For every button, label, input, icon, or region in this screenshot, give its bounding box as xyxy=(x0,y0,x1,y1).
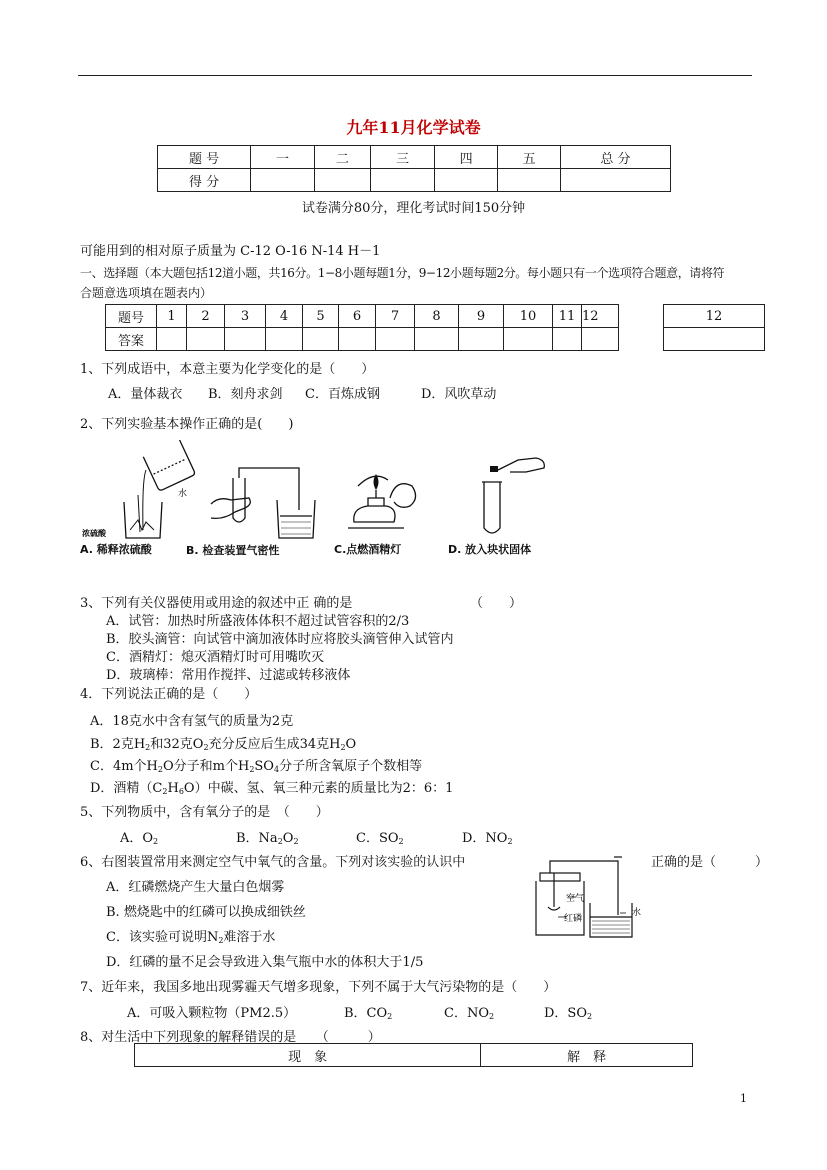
answer-cell[interactable] xyxy=(266,328,303,351)
q3-option-b: B．胶头滴管：向试管中滴加液体时应将胶头滴管伸入试管内 xyxy=(106,632,454,647)
question-number: 8 xyxy=(415,305,459,328)
q4-stem: 4．下列说法正确的是（ ） xyxy=(80,687,258,702)
q4-option-c: C．4m个$H_2O$分子和m个$H_2SO_4$分子所含氧原子个数相等 xyxy=(90,759,423,774)
q6-option-b: B. 燃烧匙中的红磷可以换成细铁丝 xyxy=(106,905,306,920)
q2-figure-label-c: C.点燃酒精灯 xyxy=(334,543,402,556)
question-number: 12 xyxy=(664,305,765,328)
q7-option-d: D．$SO_2$ xyxy=(544,1006,593,1021)
page-number: 1 xyxy=(740,1092,747,1105)
q5-option-d: D．$NO_2$ xyxy=(462,831,513,846)
q8-header-phenomenon: 现 象 xyxy=(135,1044,481,1067)
question-number: 12 xyxy=(582,305,619,328)
q5-stem: 5、下列物质中，含有氧分子的是 （ ） xyxy=(80,805,329,820)
answer-cell[interactable] xyxy=(459,328,504,351)
section1-intro-line1: 一、选择题（本大题包括12道小题，共16分。1−8小题每题1分，9−12小题每题2分。每小题只有一个选项符合题意，请将符 xyxy=(80,266,725,280)
q5-option-a: A．$O_2$ xyxy=(120,831,159,846)
score-cell[interactable] xyxy=(251,169,315,192)
question-number: 10 xyxy=(504,305,553,328)
q2-figure-b xyxy=(205,460,325,542)
q1-option-c: C．百炼成钢 xyxy=(305,387,380,402)
question-number: 4 xyxy=(266,305,303,328)
score-row-label: 得 分 xyxy=(158,169,251,192)
q6-option-c: C．该实验可说明$N_2$难溶于水 xyxy=(106,930,276,945)
score-cell[interactable] xyxy=(314,169,371,192)
q3-option-a: A．试管：加热时所盛液体体积不超过试管容积的2/3 xyxy=(106,614,410,629)
score-header: 四 xyxy=(434,146,498,169)
score-header: 题 号 xyxy=(158,146,251,169)
q4-option-d: D．酒精$(C_2H_6O)$中碳、氢、氧三种元素的质量比为2：6：1 xyxy=(90,781,454,796)
q4-option-b: B．2克$H_2$和32克$O_2$充分反应后生成34克$H_2O$ xyxy=(90,737,357,752)
figure-text: 红磷 xyxy=(564,914,583,924)
question-number: 5 xyxy=(303,305,339,328)
answer-cell[interactable] xyxy=(339,328,376,351)
answer-cell[interactable] xyxy=(225,328,266,351)
q3-stem: 3、下列有关仪器使用或用途的叙述中正 确的是 xyxy=(80,596,353,611)
figure-text: 水 xyxy=(178,489,188,499)
q2-stem: 2、下列实验基本操作正确的是( ) xyxy=(80,417,294,432)
score-cell[interactable] xyxy=(560,169,670,192)
answer-cell[interactable] xyxy=(415,328,459,351)
q5-option-c: C．$SO_2$ xyxy=(356,831,404,846)
answer-cell[interactable] xyxy=(157,328,187,351)
q7-option-a: A．可吸入颗粒物（PM2.5） xyxy=(127,1006,297,1021)
question-number: 6 xyxy=(339,305,376,328)
exam-note: 试卷满分80分，理化考试时间150分钟 xyxy=(301,201,526,216)
q3-option-c: C．酒精灯：熄灭酒精灯时可用嘴吹灭 xyxy=(106,650,324,665)
q6-option-d: D．红磷的量不足会导致进入集气瓶中水的体积大于1/5 xyxy=(106,955,424,970)
answer-cell[interactable] xyxy=(664,328,765,351)
answer-table-extra xyxy=(663,304,765,351)
page-title: 九年11月化学试卷 xyxy=(346,118,481,137)
q8-table xyxy=(134,1043,693,1067)
answer-cell[interactable] xyxy=(187,328,225,351)
score-table xyxy=(157,145,671,192)
score-cell[interactable] xyxy=(498,169,561,192)
q7-option-b: B．$CO_2$ xyxy=(344,1006,393,1021)
q1-option-d: D．风吹草动 xyxy=(421,387,497,402)
question-number: 1 xyxy=(157,305,187,328)
q6-stem-right: 正确的是（ ） xyxy=(651,855,769,870)
q1-option-a: A．量体裁衣 xyxy=(108,387,183,402)
score-header: 一 xyxy=(251,146,315,169)
answer-table xyxy=(105,304,619,351)
answer-cell[interactable] xyxy=(504,328,553,351)
question-number: 11 xyxy=(553,305,582,328)
q2-figure-d xyxy=(470,448,555,538)
q2-figure-label-a: A. 稀释浓硫酸 xyxy=(80,543,152,556)
figure-text: 空气 xyxy=(566,894,585,904)
q8-header-explanation: 解 释 xyxy=(481,1044,693,1067)
q6-stem: 6、右图装置常用来测定空气中氧气的含量。下列对该实验的认识中 xyxy=(80,855,466,870)
score-header: 总 分 xyxy=(560,146,670,169)
score-header: 三 xyxy=(371,146,435,169)
figure-text: 水 xyxy=(632,908,642,918)
q2-figure-label-d: D. 放入块状固体 xyxy=(448,543,532,556)
question-number: 2 xyxy=(187,305,225,328)
q7-option-c: C．$NO_2$ xyxy=(444,1006,495,1021)
score-header: 二 xyxy=(314,146,371,169)
q1-option-b: B．刻舟求剑 xyxy=(208,387,283,402)
answer-cell[interactable] xyxy=(582,328,619,351)
score-cell[interactable] xyxy=(434,169,498,192)
question-number: 3 xyxy=(225,305,266,328)
q6-figure xyxy=(528,855,644,939)
section1-intro-line2: 合题意选项填在题表内） xyxy=(80,286,213,300)
q2-figure-c xyxy=(338,468,428,538)
q4-option-a: A．18克水中含有氢气的质量为2克 xyxy=(90,714,294,729)
score-header: 五 xyxy=(498,146,561,169)
q7-stem: 7、近年来，我国多地出现雾霾天气增多现象，下列不属于大气污染物的是（ ） xyxy=(80,980,557,995)
atomic-masses: 可能用到的相对原子质量为 C-12 O-16 N-14 H－1 xyxy=(80,244,381,259)
answer-cell[interactable] xyxy=(376,328,415,351)
q8-stem: 8、对生活中下列现象的解释错误的是 （ ） xyxy=(80,1030,381,1045)
header-rule xyxy=(78,75,752,76)
answer-cell[interactable] xyxy=(303,328,339,351)
score-cell[interactable] xyxy=(371,169,435,192)
q5-option-b: B．$Na_2O_2$ xyxy=(236,831,299,846)
question-number: 7 xyxy=(376,305,415,328)
q3-paren: （ ） xyxy=(470,596,523,611)
q1-stem: 1、下列成语中，本意主要为化学变化的是（ ） xyxy=(80,362,375,377)
q2-figure-label-b: B. 检查装置气密性 xyxy=(186,544,280,557)
answer-row-label: 题号 xyxy=(106,305,157,328)
answer-row-label: 答案 xyxy=(106,328,157,351)
figure-text: 浓硫酸 xyxy=(82,529,106,538)
question-number: 9 xyxy=(459,305,504,328)
answer-cell[interactable] xyxy=(553,328,582,351)
q2-figure-a xyxy=(80,440,205,540)
q6-option-a: A．红磷燃烧产生大量白色烟雾 xyxy=(106,880,285,895)
q3-option-d: D．玻璃棒：常用作搅拌、过滤或转移液体 xyxy=(106,668,351,683)
